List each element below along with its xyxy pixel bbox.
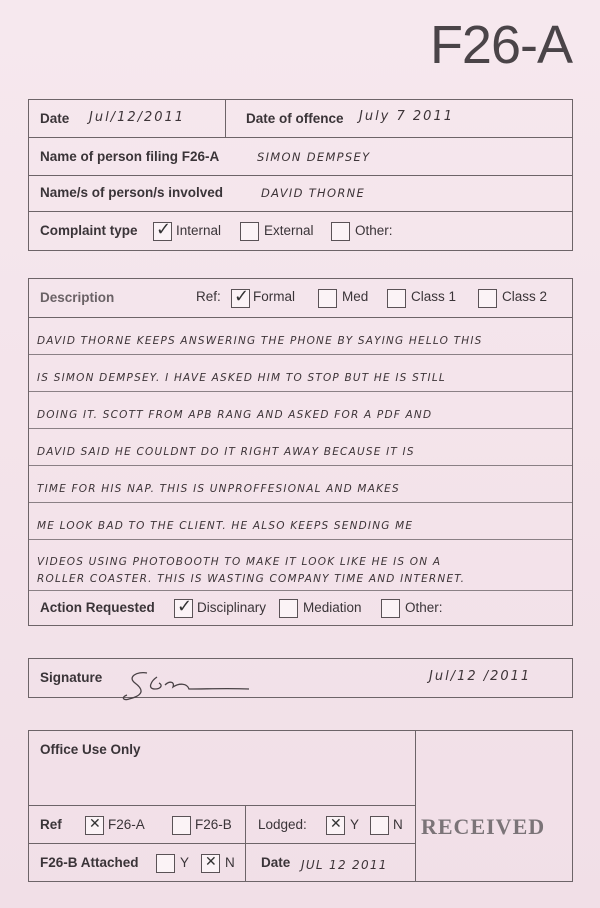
med-checkbox[interactable] bbox=[318, 289, 337, 308]
lodged-label: Lodged: bbox=[258, 817, 307, 832]
date-value[interactable]: Jul/12/2011 bbox=[89, 110, 186, 125]
office-date-label: Date bbox=[261, 855, 291, 870]
divider bbox=[245, 806, 246, 843]
form-code: F26-A bbox=[429, 15, 572, 75]
class1-checkbox[interactable] bbox=[387, 289, 406, 308]
complaint-row bbox=[29, 212, 572, 249]
description-line bbox=[29, 318, 572, 355]
ref-f26b-label: F26-B bbox=[195, 817, 232, 832]
divider bbox=[245, 844, 246, 881]
office-date-value[interactable]: JUL 12 2011 bbox=[301, 858, 388, 872]
office-top bbox=[29, 731, 416, 806]
attached-y-checkbox[interactable] bbox=[156, 854, 175, 873]
divider bbox=[225, 100, 226, 137]
other-option-label: Other: bbox=[355, 223, 393, 238]
x-icon: ✕ bbox=[330, 816, 342, 832]
ref-f26a-label: F26-A bbox=[108, 817, 145, 832]
med-option-label: Med bbox=[342, 289, 369, 304]
lodged-y-checkbox[interactable] bbox=[326, 816, 345, 835]
involved-value[interactable]: DAVID THORNE bbox=[261, 186, 366, 200]
mediation-option-label: Mediation bbox=[303, 600, 362, 615]
attached-label: F26-B Attached bbox=[40, 855, 139, 870]
description-text: TIME FOR HIS NAP. THIS IS UNPROFFESIONAL AND MAKES bbox=[37, 483, 400, 495]
formal-checkbox[interactable] bbox=[231, 286, 250, 308]
attached-n-checkbox[interactable] bbox=[201, 854, 220, 873]
header-section bbox=[28, 99, 573, 251]
check-icon: ✓ bbox=[177, 596, 193, 617]
offence-value[interactable]: July 7 2011 bbox=[359, 109, 454, 124]
description-text: ME LOOK BAD TO THE CLIENT. HE ALSO KEEPS SENDING ME bbox=[37, 520, 414, 532]
description-text: ROLLER COASTER. THIS IS WASTING COMPANY TIME AND INTERNET. bbox=[37, 573, 466, 585]
internal-checkbox[interactable] bbox=[153, 219, 172, 241]
action-row bbox=[29, 591, 572, 625]
signature-label: Signature bbox=[40, 670, 103, 685]
description-text: DAVID SAID HE COULDNT DO IT RIGHT AWAY BECAUSE IT IS bbox=[37, 446, 415, 458]
office-ref-label: Ref bbox=[40, 817, 62, 832]
action-other-option-label: Other: bbox=[405, 600, 443, 615]
complaint-label: Complaint type bbox=[40, 223, 138, 238]
office-attached-row bbox=[29, 844, 416, 881]
action-label: Action Requested bbox=[40, 600, 155, 615]
other-checkbox[interactable] bbox=[331, 222, 350, 241]
check-icon: ✓ bbox=[156, 219, 172, 240]
attached-y-label: Y bbox=[180, 855, 190, 870]
class2-option-label: Class 2 bbox=[502, 289, 548, 304]
description-text: DAVID THORNE KEEPS ANSWERING THE PHONE BY SAYING HELLO THIS bbox=[37, 335, 483, 347]
description-line bbox=[29, 540, 572, 591]
description-text: IS SIMON DEMPSEY. I HAVE ASKED HIM TO STOP BUT HE IS STILL bbox=[37, 372, 446, 384]
description-text: DOING IT. SCOTT FROM APB RANG AND ASKED FOR A PDF AND bbox=[37, 409, 433, 421]
ref-f26b-checkbox[interactable] bbox=[172, 816, 191, 835]
description-line bbox=[29, 466, 572, 503]
class1-option-label: Class 1 bbox=[411, 289, 457, 304]
check-icon: ✓ bbox=[234, 286, 250, 307]
class2-checkbox[interactable] bbox=[478, 289, 497, 308]
description-line bbox=[29, 392, 572, 429]
internal-option-label: Internal bbox=[176, 223, 222, 238]
received-stamp: RECEIVED bbox=[421, 814, 546, 839]
filer-value[interactable]: SIMON DEMPSEY bbox=[257, 150, 371, 164]
x-icon: ✕ bbox=[89, 816, 101, 832]
description-label: Description bbox=[40, 290, 115, 305]
x-icon: ✕ bbox=[205, 854, 217, 870]
offence-label: Date of offence bbox=[246, 111, 344, 126]
filer-label: Name of person filing F26-A bbox=[40, 149, 220, 164]
description-line bbox=[29, 429, 572, 466]
ref-label: Ref: bbox=[196, 289, 221, 304]
filer-row bbox=[29, 138, 572, 176]
description-section bbox=[28, 278, 573, 626]
lodged-y-label: Y bbox=[350, 817, 360, 832]
office-ref-row bbox=[29, 806, 416, 844]
formal-option-label: Formal bbox=[253, 289, 296, 304]
date-label: Date bbox=[40, 111, 70, 126]
external-checkbox[interactable] bbox=[240, 222, 259, 241]
signature-date[interactable]: Jul/12 /2011 bbox=[429, 669, 532, 684]
involved-row bbox=[29, 176, 572, 212]
action-other-checkbox[interactable] bbox=[381, 599, 400, 618]
description-header-row bbox=[29, 279, 572, 318]
lodged-n-label: N bbox=[393, 817, 403, 832]
lodged-n-checkbox[interactable] bbox=[370, 816, 389, 835]
ref-f26a-checkbox[interactable] bbox=[85, 816, 104, 835]
office-title: Office Use Only bbox=[40, 742, 141, 757]
involved-label: Name/s of person/s involved bbox=[40, 185, 224, 200]
disciplinary-checkbox[interactable] bbox=[174, 596, 193, 618]
external-option-label: External bbox=[264, 223, 314, 238]
office-section bbox=[28, 730, 573, 882]
signature-scribble[interactable] bbox=[117, 659, 267, 709]
signature-section bbox=[28, 658, 573, 698]
attached-n-label: N bbox=[225, 855, 235, 870]
description-line bbox=[29, 355, 572, 392]
mediation-checkbox[interactable] bbox=[279, 599, 298, 618]
disciplinary-option-label: Disciplinary bbox=[197, 600, 267, 615]
description-text: VIDEOS USING PHOTOBOOTH TO MAKE IT LOOK LIKE HE IS ON A bbox=[37, 556, 442, 568]
date-row bbox=[29, 100, 572, 138]
description-line bbox=[29, 503, 572, 540]
